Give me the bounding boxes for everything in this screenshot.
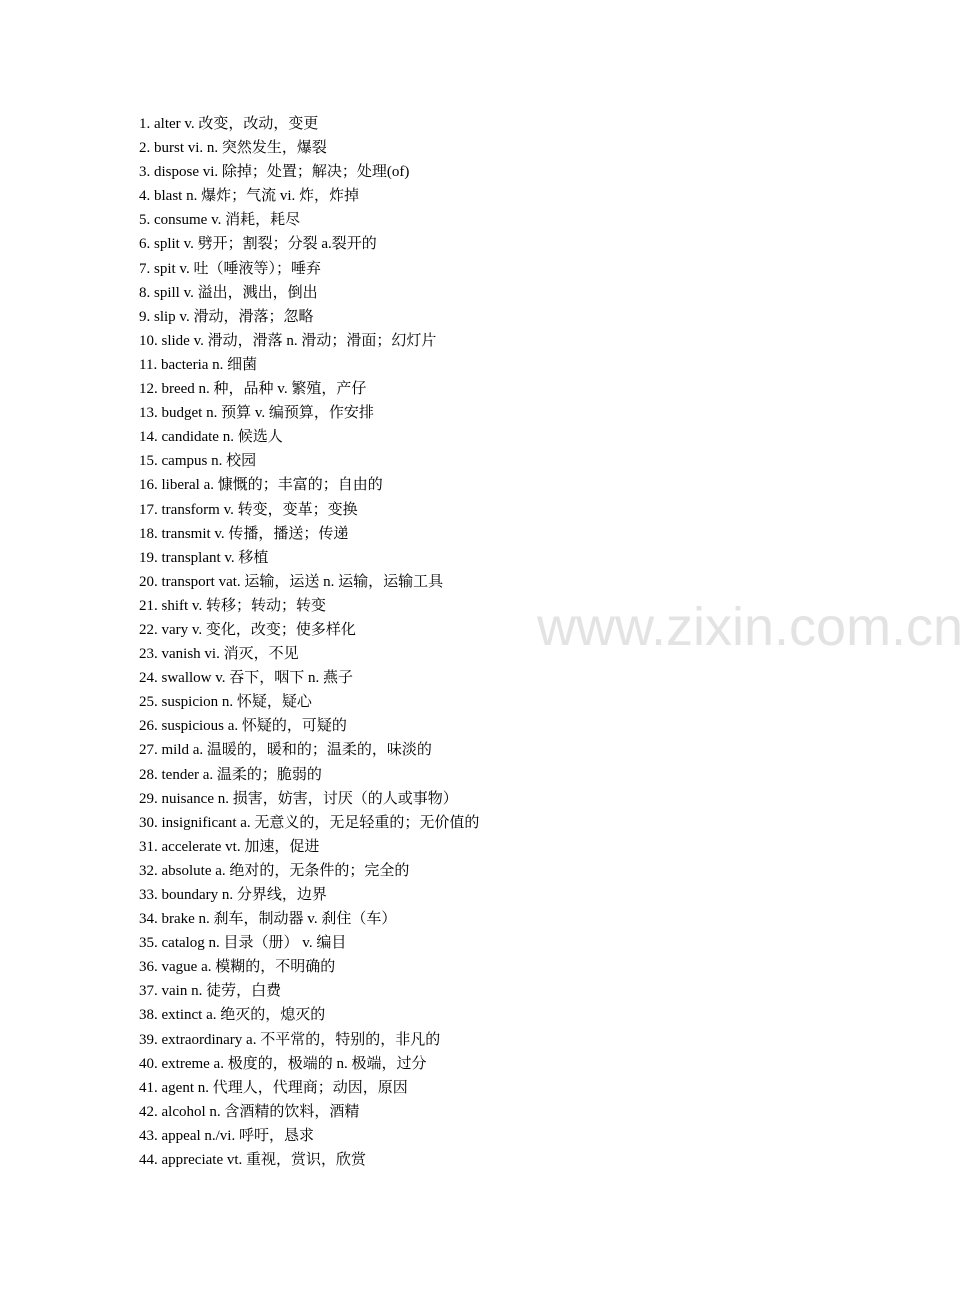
- vocab-entry: 8. spill v. 溢出，溅出，倒出: [139, 284, 318, 301]
- vocab-entry: 4. blast n. 爆炸；气流 vi. 炸，炸掉: [139, 188, 359, 205]
- vocab-entry: 3. dispose vi. 除掉；处置；解决；处理(of): [139, 164, 410, 181]
- vocab-entry: 28. tender a. 温柔的；脆弱的: [139, 766, 322, 783]
- vocab-entry: 31. accelerate vt. 加速，促进: [139, 838, 320, 855]
- vocab-entry: 6. split v. 劈开；割裂；分裂 a.裂开的: [139, 236, 377, 253]
- vocab-entry: 29. nuisance n. 损害，妨害，讨厌（的人或事物）: [139, 790, 458, 807]
- vocab-entry: 24. swallow v. 吞下，咽下 n. 燕子: [139, 670, 354, 687]
- vocab-entry: 20. transport vat. 运输，运送 n. 运输，运输工具: [139, 573, 444, 590]
- vocab-entry: 39. extraordinary a. 不平常的，特别的，非凡的: [139, 1031, 441, 1048]
- vocab-entry: 25. suspicion n. 怀疑，疑心: [139, 694, 312, 711]
- vocab-entry: 40. extreme a. 极度的，极端的 n. 极端，过分: [139, 1055, 427, 1072]
- vocabulary-list: [139, 112, 479, 1172]
- vocab-entry: 34. brake n. 刹车，制动器 v. 刹住（车）: [139, 911, 397, 928]
- vocab-entry: 22. vary v. 变化，改变；使多样化: [139, 621, 356, 638]
- vocab-entry: 5. consume v. 消耗，耗尽: [139, 212, 301, 229]
- vocab-entry: 23. vanish vi. 消灭，不见: [139, 646, 299, 663]
- vocab-entry: 32. absolute a. 绝对的，无条件的；完全的: [139, 862, 410, 879]
- vocab-entry: 35. catalog n. 目录（册） v. 编目: [139, 935, 347, 952]
- vocab-entry: 44. appreciate vt. 重视，赏识，欣赏: [139, 1152, 367, 1169]
- vocab-entry: 15. campus n. 校园: [139, 453, 257, 470]
- vocab-entry: 41. agent n. 代理人，代理商；动因，原因: [139, 1079, 408, 1096]
- vocab-entry: 26. suspicious a. 怀疑的，可疑的: [139, 718, 347, 735]
- vocab-entry: 37. vain n. 徒劳，白费: [139, 983, 282, 1000]
- vocab-entry: 17. transform v. 转变，变革；变换: [139, 501, 358, 518]
- vocab-entry: 43. appeal n./vi. 呼吁，恳求: [139, 1127, 314, 1144]
- vocab-entry: 36. vague a. 模糊的，不明确的: [139, 959, 336, 976]
- site-watermark: www.zixin.com.cn: [537, 597, 963, 657]
- vocab-entry: 18. transmit v. 传播，播送；传递: [139, 525, 349, 542]
- vocab-entry: 21. shift v. 转移；转动；转变: [139, 597, 326, 614]
- vocab-entry: 16. liberal a. 慷慨的；丰富的；自由的: [139, 477, 383, 494]
- vocab-entry: 19. transplant v. 移植: [139, 549, 269, 566]
- vocab-entry: 42. alcohol n. 含酒精的饮料，酒精: [139, 1103, 360, 1120]
- vocab-entry: 1. alter v. 改变，改动，变更: [139, 116, 319, 132]
- vocab-entry: 30. insignificant a. 无意义的，无足轻重的；无价值的: [139, 814, 480, 831]
- vocab-entry: 7. spit v. 吐（唾液等）；唾弃: [139, 260, 321, 277]
- vocab-entry: 2. burst vi. n. 突然发生，爆裂: [139, 140, 327, 157]
- vocab-entry: 10. slide v. 滑动，滑落 n. 滑动；滑面；幻灯片: [139, 332, 437, 349]
- vocab-entry: 33. boundary n. 分界线，边界: [139, 887, 327, 903]
- vocab-entry: 38. extinct a. 绝灭的，熄灭的: [139, 1007, 326, 1024]
- vocab-entry: 9. slip v. 滑动，滑落；忽略: [139, 308, 314, 325]
- vocab-entry: 27. mild a. 温暖的，暖和的；温柔的，味淡的: [139, 742, 432, 759]
- vocab-entry: 11. bacteria n. 细菌: [139, 356, 258, 373]
- vocab-entry: 12. breed n. 种，品种 v. 繁殖，产仔: [139, 381, 367, 398]
- vocab-entry: 14. candidate n. 候选人: [139, 429, 283, 446]
- vocab-entry: 13. budget n. 预算 v. 编预算，作安排: [139, 405, 374, 422]
